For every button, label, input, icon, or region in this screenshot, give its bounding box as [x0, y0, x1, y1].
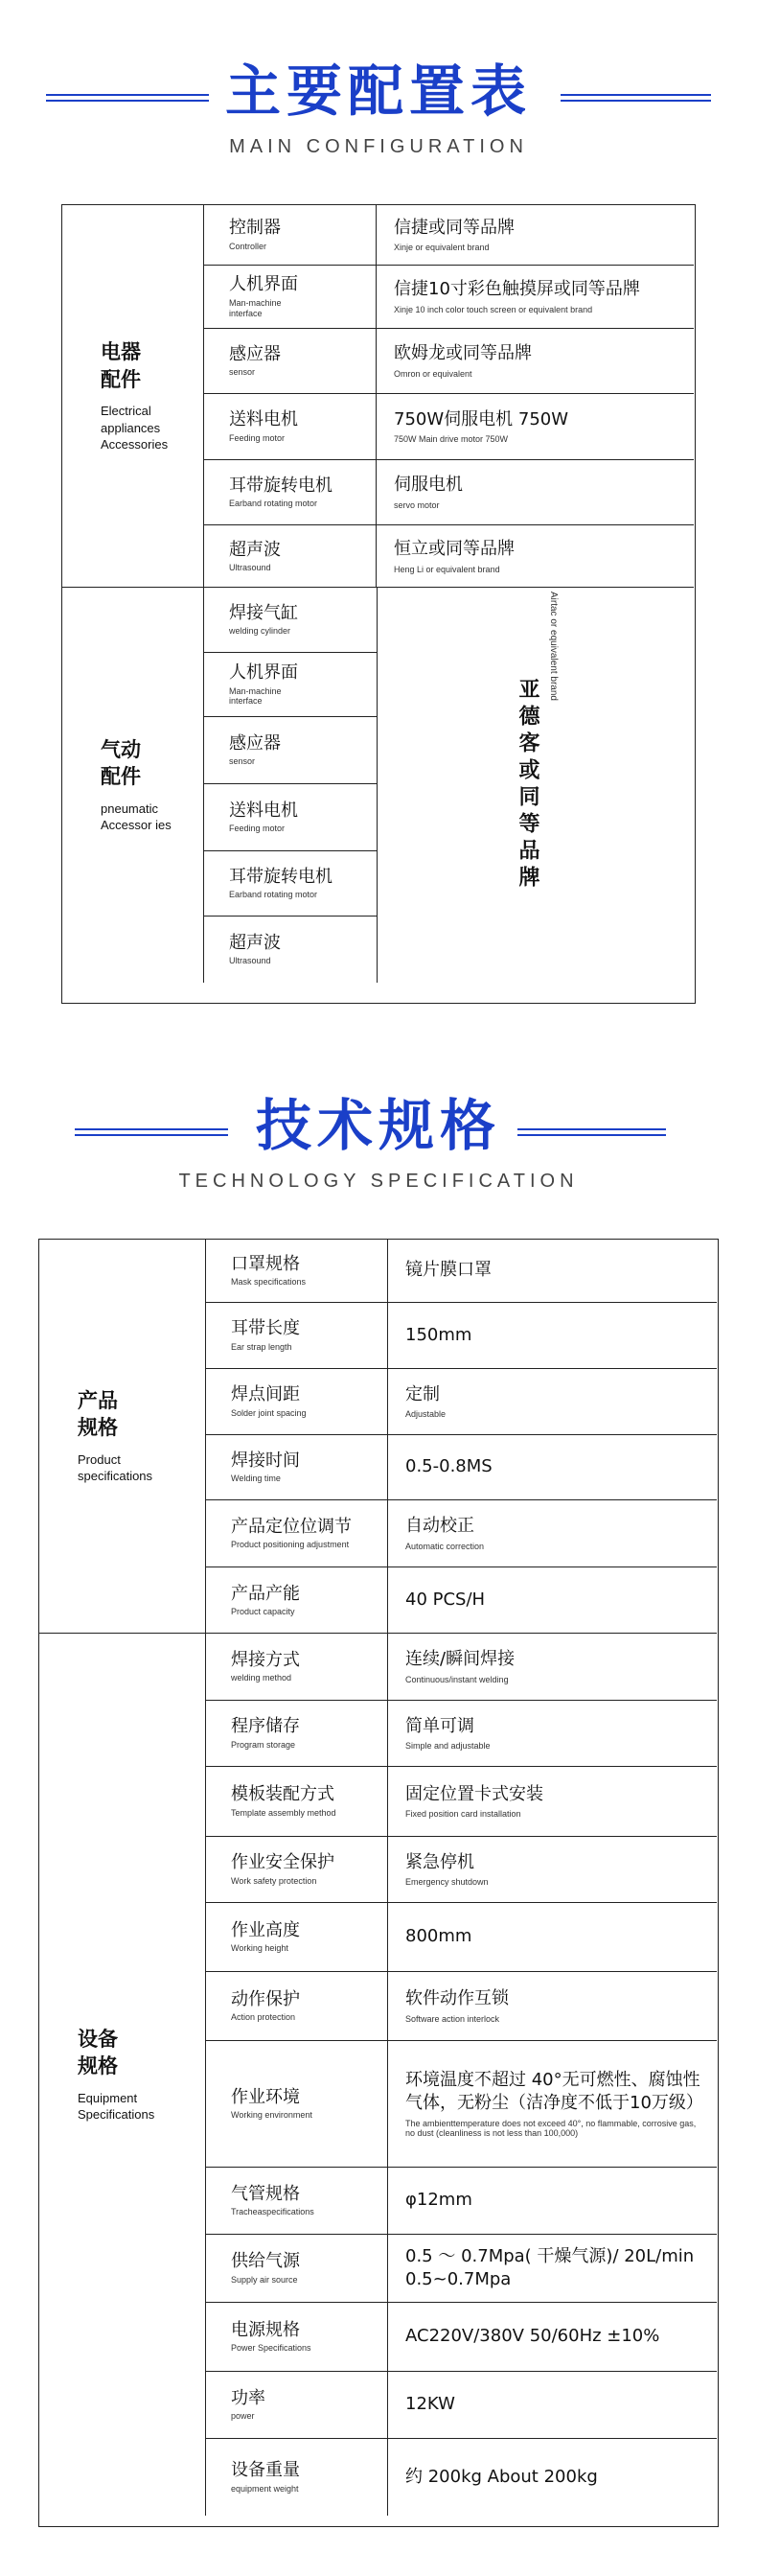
item-value-cell	[388, 1500, 717, 1566]
item-name: 作业环境	[231, 2086, 300, 2107]
item-name-en: Feeding motor	[229, 824, 286, 834]
item-name: 送料电机	[229, 800, 298, 821]
item-name-en: Feeding motor	[229, 432, 286, 443]
category-name-en: Electrical appliances Accessories	[101, 404, 169, 453]
item-value: 约 200kg About 200kg	[405, 2466, 598, 2487]
item-name-cell	[206, 1567, 388, 1634]
item-name-en: Product capacity	[231, 1607, 295, 1617]
item-value: 紧急停机	[405, 1851, 474, 1872]
item-value-en: Omron or equivalent	[394, 368, 472, 379]
item-name: 作业高度	[231, 1919, 300, 1940]
item-name-cell	[206, 1369, 388, 1434]
item-name-cell	[206, 2303, 388, 2371]
item-value: 镜片膜口罩	[405, 1260, 492, 1281]
item-name-cell	[206, 2168, 388, 2234]
category-name: 产品 规格	[78, 1389, 118, 1440]
item-name-cell	[204, 917, 377, 983]
table-row	[206, 2041, 717, 2168]
item-name-en: Welding time	[231, 1474, 281, 1484]
tech-spec-table	[38, 1239, 719, 2527]
table-row	[206, 2235, 717, 2303]
group-category	[62, 205, 204, 587]
item-value-cell	[388, 2235, 717, 2302]
item-name: 设备重量	[231, 2460, 300, 2481]
item-name: 焊接气缸	[229, 602, 298, 623]
table-row	[204, 266, 694, 329]
item-value-cell	[388, 1903, 717, 1971]
item-name-en: Solder joint spacing	[231, 1407, 307, 1418]
item-name-en: Mask specifications	[231, 1277, 307, 1288]
item-name: 耳带旋转电机	[229, 866, 333, 887]
item-name-cell	[206, 1972, 388, 2040]
item-name-cell	[206, 2372, 388, 2438]
item-name: 耳带长度	[231, 1318, 300, 1339]
table-row	[206, 1767, 717, 1837]
item-name: 电源规格	[231, 2319, 300, 2340]
item-name-en: Work safety protection	[231, 1875, 317, 1886]
item-name-en: Controller	[229, 241, 267, 251]
main-config-table	[61, 204, 696, 1004]
item-value-cell	[388, 1837, 717, 1902]
item-name: 感应器	[229, 732, 281, 754]
item-value-cell	[377, 329, 694, 393]
item-value: 0.5-0.8MS	[405, 1456, 493, 1477]
item-name: 产品产能	[231, 1583, 300, 1604]
table-row	[204, 205, 694, 266]
item-name-cell	[206, 1837, 388, 1902]
table-row	[204, 588, 377, 653]
item-value-en: Xinje or equivalent brand	[394, 243, 490, 253]
item-name-en: Ultrasound	[229, 956, 271, 966]
table-row	[206, 1303, 717, 1369]
item-value: 信捷10寸彩色触摸屏或同等品牌	[394, 279, 640, 300]
table-row	[206, 1567, 717, 1634]
item-name: 焊接方式	[231, 1649, 300, 1670]
item-name-en: welding method	[231, 1673, 292, 1683]
item-name: 焊接时间	[231, 1450, 300, 1471]
table-row	[206, 1837, 717, 1903]
group-category	[62, 588, 204, 983]
item-value-cell	[388, 2168, 717, 2234]
item-name-en: Ear strap length	[231, 1341, 292, 1352]
item-value-en: Fixed position card installation	[405, 1809, 521, 1820]
item-name-cell	[206, 1500, 388, 1566]
item-name-en: Man-machine interface	[229, 298, 282, 318]
item-value-en: Heng Li or equivalent brand	[394, 564, 500, 574]
item-value-cell	[377, 266, 694, 328]
item-name-cell	[204, 329, 377, 393]
item-value: 环境温度不超过 40°无可燃性、腐蚀性气体，无粉尘（洁净度不低于10万级）	[405, 2069, 703, 2114]
item-name-cell	[206, 1303, 388, 1368]
item-value: 12KW	[405, 2394, 455, 2415]
table-row	[206, 2372, 717, 2439]
item-name: 送料电机	[229, 409, 298, 430]
item-name: 超声波	[229, 539, 281, 560]
item-value-cell	[388, 1435, 717, 1499]
tech-spec-header	[0, 1093, 757, 1193]
table-row	[204, 917, 377, 983]
item-name-cell	[204, 266, 377, 328]
item-value: 0.5 ～ 0.7Mpa( 干燥气源)/ 20L/min 0.5~0.7Mpa	[405, 2245, 695, 2289]
merged-value: 亚德客或同等品牌	[516, 678, 539, 893]
item-value-en: The ambienttemperature does not exceed 40°, no flammable, corrosive gas, no dust (cleanliness is not less than 100,000)	[405, 2118, 697, 2139]
item-value-cell	[388, 1972, 717, 2040]
item-name-cell	[206, 2439, 388, 2516]
item-value: 连续/瞬间焊接	[405, 1649, 516, 1670]
item-value-cell	[377, 460, 694, 524]
item-value-en: Simple and adjustable	[405, 1741, 491, 1752]
item-name-en: Working environment	[231, 2110, 312, 2121]
table-row	[206, 1701, 717, 1767]
item-value-cell	[388, 2372, 717, 2438]
table-row	[206, 1240, 717, 1303]
table-row	[204, 717, 377, 784]
table-row	[204, 851, 377, 917]
main-config-title: 主要配置表	[224, 58, 532, 124]
item-name: 功率	[231, 2387, 265, 2408]
table-row	[206, 1903, 717, 1972]
item-name: 感应器	[229, 343, 281, 364]
item-name-en: Earband rotating motor	[229, 890, 318, 900]
item-name-cell	[206, 2235, 388, 2302]
item-name-cell	[204, 653, 377, 716]
item-value: φ12mm	[405, 2190, 472, 2211]
category-name: 电器 配件	[101, 340, 141, 391]
item-name-en: Power Specifications	[231, 2343, 311, 2354]
item-value: AC220V/380V 50/60Hz ±10%	[405, 2326, 660, 2347]
item-name: 程序储存	[231, 1716, 300, 1737]
item-name: 口罩规格	[231, 1253, 300, 1274]
item-name: 人机界面	[229, 661, 298, 683]
main-config-subtitle: MAIN CONFIGURATION	[229, 136, 528, 157]
group-category	[39, 1634, 206, 2516]
item-value: 定制	[405, 1383, 440, 1404]
tech-spec-title: 技术规格	[255, 1093, 501, 1158]
item-value: 伺服电机	[394, 475, 463, 496]
item-value-cell	[388, 1767, 717, 1836]
item-value: 800mm	[405, 1926, 472, 1947]
table-row	[206, 1634, 717, 1701]
item-name-en: Product positioning adjustment	[231, 1540, 350, 1550]
table-row	[204, 460, 694, 525]
table-group	[62, 205, 694, 588]
group-category	[39, 1240, 206, 1633]
item-name: 焊点间距	[231, 1384, 300, 1405]
item-name-cell	[204, 525, 377, 588]
item-value-cell	[377, 525, 694, 588]
item-name: 动作保护	[231, 1988, 300, 2009]
item-value-cell	[388, 2041, 717, 2167]
item-value: 40 PCS/H	[405, 1590, 486, 1611]
table-group	[62, 588, 694, 983]
item-value-cell	[388, 1303, 717, 1368]
merged-value-en: Airtac or equivalent brand	[548, 592, 559, 701]
item-name: 超声波	[229, 932, 281, 953]
category-name-en: Product specifications	[78, 1451, 153, 1484]
item-name-cell	[206, 1240, 388, 1302]
item-value-en: Adjustable	[405, 1409, 447, 1420]
item-name: 控制器	[229, 218, 281, 239]
item-value-cell	[377, 394, 694, 459]
item-name-en: Earband rotating motor	[229, 499, 318, 509]
table-row	[206, 2303, 717, 2372]
item-value-cell	[388, 1369, 717, 1434]
item-name: 气管规格	[231, 2183, 300, 2204]
item-value-cell	[388, 1567, 717, 1634]
table-row	[204, 329, 694, 394]
item-name-cell	[204, 851, 377, 916]
table-group	[39, 1240, 717, 1634]
item-name-en: Tracheaspecifications	[231, 2207, 314, 2217]
item-name: 供给气源	[231, 2251, 300, 2272]
item-name: 作业安全保护	[231, 1852, 334, 1873]
item-name: 耳带旋转电机	[229, 475, 333, 496]
merged-value-cell	[377, 588, 694, 983]
item-value-cell	[388, 1240, 717, 1302]
item-value: 150mm	[405, 1324, 472, 1345]
item-value-cell	[377, 205, 694, 265]
item-name-en: Ultrasound	[229, 563, 271, 573]
main-config-header	[0, 58, 757, 158]
item-value-cell	[388, 2439, 717, 2516]
item-name-en: power	[231, 2411, 255, 2422]
item-value: 欧姆龙或同等品牌	[394, 343, 532, 364]
category-name: 设备 规格	[78, 2028, 118, 2078]
category-name-en: pneumatic Accessor ies	[101, 801, 172, 833]
item-name-cell	[204, 205, 377, 265]
item-name-cell	[206, 1701, 388, 1766]
item-value-en: Software action interlock	[405, 2013, 500, 2024]
item-name-cell	[204, 588, 377, 652]
table-group	[39, 1634, 717, 2516]
item-name-cell	[206, 2041, 388, 2167]
table-row	[204, 525, 694, 588]
item-name-en: Man-machine interface	[229, 685, 282, 707]
item-name-en: Working height	[231, 1943, 288, 1954]
item-name-en: Template assembly method	[231, 1807, 336, 1818]
table-row	[206, 1369, 717, 1435]
item-value-en: servo motor	[394, 499, 440, 510]
item-value-en: Continuous/instant welding	[405, 1674, 509, 1684]
item-name: 模板装配方式	[231, 1784, 334, 1805]
item-value: 软件动作互锁	[405, 1988, 509, 2009]
item-name-cell	[204, 717, 377, 783]
item-name-cell	[204, 394, 377, 459]
table-row	[204, 394, 694, 460]
item-value-cell	[388, 1634, 717, 1700]
table-row	[206, 2439, 717, 2516]
item-name-cell	[206, 1435, 388, 1499]
table-row	[204, 784, 377, 851]
item-value-en: 750W Main drive motor 750W	[394, 434, 509, 445]
item-value: 自动校正	[405, 1516, 474, 1537]
item-name-cell	[206, 1903, 388, 1971]
category-name-en: Equipment Specifications	[78, 2090, 155, 2123]
item-value-en: Xinje 10 inch color touch screen or equivalent brand	[394, 304, 593, 314]
category-name: 气动 配件	[101, 738, 141, 789]
item-name-cell	[206, 1767, 388, 1836]
item-value-cell	[388, 1701, 717, 1766]
item-name-en: Supply air source	[231, 2274, 298, 2285]
item-value-en: Emergency shutdown	[405, 1877, 489, 1888]
item-name: 人机界面	[229, 274, 298, 295]
item-name-en: equipment weight	[231, 2483, 299, 2494]
item-name: 产品定位位调节	[231, 1516, 352, 1537]
item-name-en: sensor	[229, 367, 256, 378]
table-row	[206, 1500, 717, 1567]
item-name-cell	[204, 460, 377, 524]
item-value: 固定位置卡式安装	[405, 1783, 543, 1804]
item-name-en: Program storage	[231, 1739, 296, 1750]
item-name-en: sensor	[229, 756, 256, 767]
item-name-cell	[204, 784, 377, 850]
table-row	[206, 2168, 717, 2235]
item-name-en: welding cylinder	[229, 626, 291, 637]
table-row	[204, 653, 377, 717]
item-name-cell	[206, 1634, 388, 1700]
item-value-cell	[388, 2303, 717, 2371]
item-value-en: Automatic correction	[405, 1541, 485, 1551]
item-value: 简单可调	[405, 1715, 474, 1736]
table-row	[206, 1435, 717, 1500]
item-value: 750W伺服电机 750W	[394, 408, 569, 429]
tech-spec-subtitle: TECHNOLOGY SPECIFICATION	[178, 1171, 579, 1192]
table-row	[206, 1972, 717, 2041]
item-value: 信捷或同等品牌	[394, 217, 515, 238]
item-name-en: Action protection	[231, 2012, 296, 2023]
item-value: 恒立或同等品牌	[394, 539, 515, 560]
